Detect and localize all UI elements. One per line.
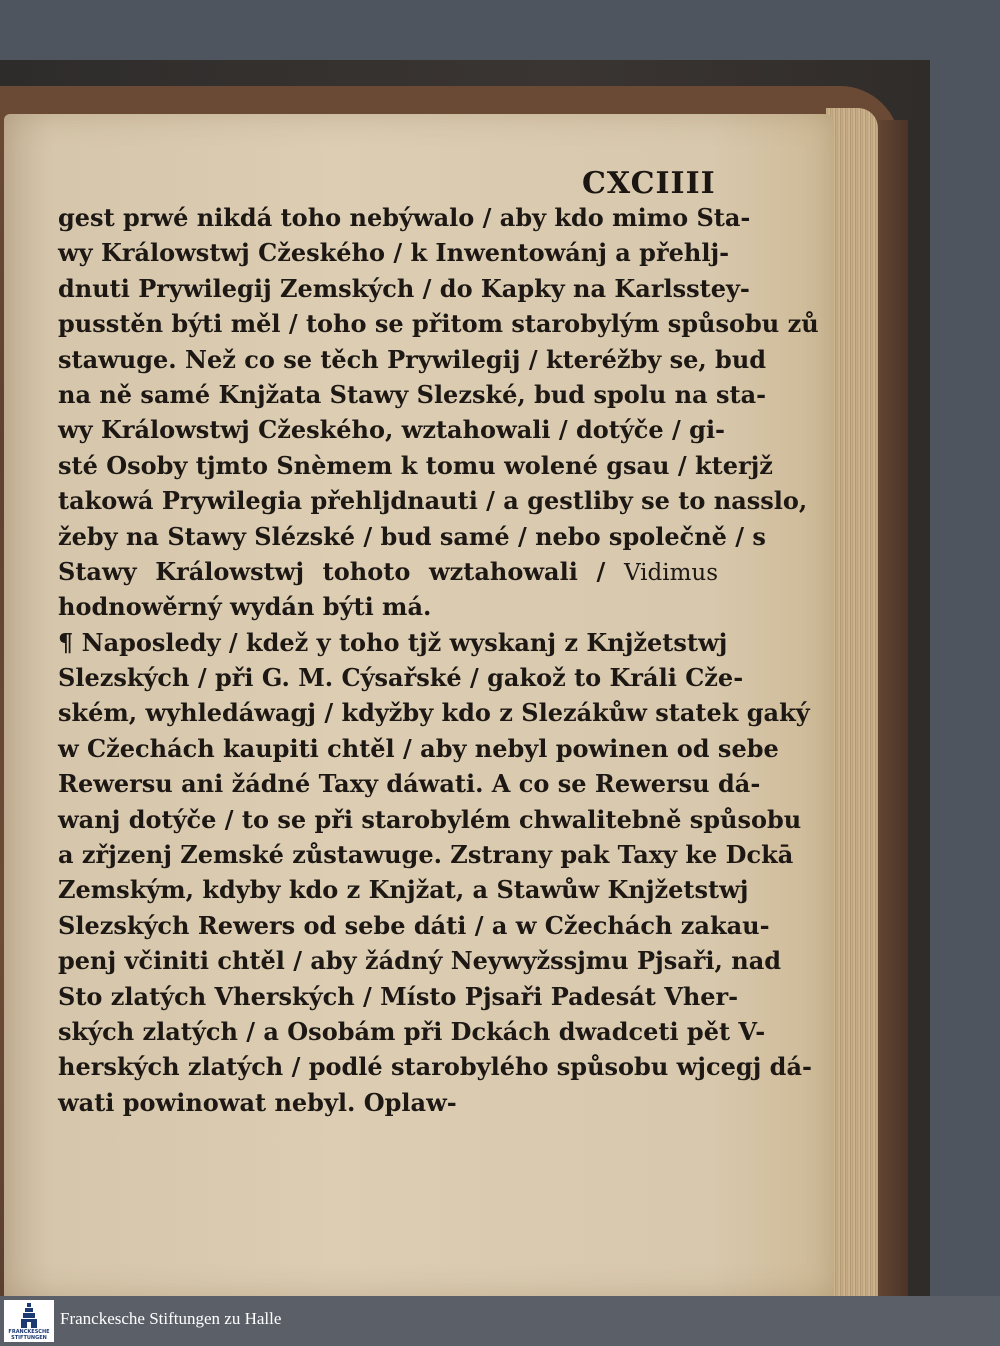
text-line: Slezských Rewers od sebe dáti / a w Cžechách zakau- <box>58 910 770 940</box>
text-line: gest prwé nikdá toho nebýwalo / aby kdo mimo Sta- <box>58 203 751 232</box>
text-line: dnuti Prywilegij Zemských / do Kapky na Karlsstey- <box>58 273 750 303</box>
text-line: hodnowěrný wydán býti má. <box>58 592 432 622</box>
text-line: wy Králowstwj Cžeského / k Inwentowánj a přehlj- <box>58 238 730 268</box>
text-line: sté Osoby tjmto Snèmem k tomu wolené gsau / kterjž <box>58 450 773 480</box>
text-line: na ně samé Knjžata Stawy Slezské, bud spolu na sta- <box>58 379 767 409</box>
text-line: ských zlatých / a Osobám při Dckách dwadceti pět V- <box>58 1016 766 1046</box>
text-line: w Cžechách kaupiti chtěl / aby nebyl powinen od sebe <box>58 733 779 763</box>
text-line: stawuge. Než co se těch Prywilegij / kteréžby se, bud <box>58 344 767 374</box>
text-line: a zřjzenj Zemské zůstawuge. Zstrany pak Taxy ke Dckā <box>58 840 794 870</box>
text-line: žeby na Stawy Slézské / bud samé / nebo společně / s <box>58 521 766 551</box>
text-line: takowá Prywilegia přehljdnauti / a gestliby se to nasslo, <box>58 486 808 516</box>
text-line: ském, wyhledáwagj / kdyžby kdo z Slezákůw statek gaký <box>58 698 810 728</box>
text-line: Slezských / při G. M. Cýsařské / gakož to Králi Cže- <box>58 663 744 693</box>
roman-word: Vidimus <box>623 559 719 586</box>
institution-name: Franckesche Stiftungen zu Halle <box>60 1309 282 1328</box>
text-line: herských zlatých / podlé starobylého spůsobu wjcegj dá- <box>58 1052 812 1082</box>
text-line: wy Králowstwj Cžeského, wztahowali / dotýče / gi- <box>58 415 726 445</box>
text-line: wanj dotýče / to se při starobylém chwalitebně spůsobu <box>58 804 802 834</box>
text-line: pusstěn býti měl / toho se přitom starobylým spůsobu zů <box>58 309 819 339</box>
institution-logo[interactable] <box>4 1300 54 1342</box>
text-line: Rewersu ani žádné Taxy dáwati. A co se Rewersu dá- <box>58 769 761 799</box>
text-line-with-roman <box>58 554 718 589</box>
text-line: wati powinowat nebyl. Oplaw- <box>58 1087 457 1117</box>
text-line: Sto zlatých Vherských / Místo Pjsaři Padesát Vher- <box>58 981 739 1011</box>
text-line: penj včiniti chtěl / aby žádný Neywyžssjmu Pjsaři, nad <box>58 946 782 976</box>
text-line: ¶ Naposledy / kdež y toho tjž wyskanj z Knjžetstwj <box>58 627 728 657</box>
text-line: Stawy Králowstwj tohoto wztahowali / <box>58 556 606 586</box>
page-text <box>58 200 819 1120</box>
text-line: Zemským, kdyby kdo z Knjžat, a Stawůw Knjžetstwj <box>58 875 749 905</box>
folio-number: CXCIIII <box>582 166 716 201</box>
orphanage-building-icon <box>19 1303 39 1329</box>
logo-text: FRANCKESCHE STIFTUNGEN <box>8 1329 50 1341</box>
